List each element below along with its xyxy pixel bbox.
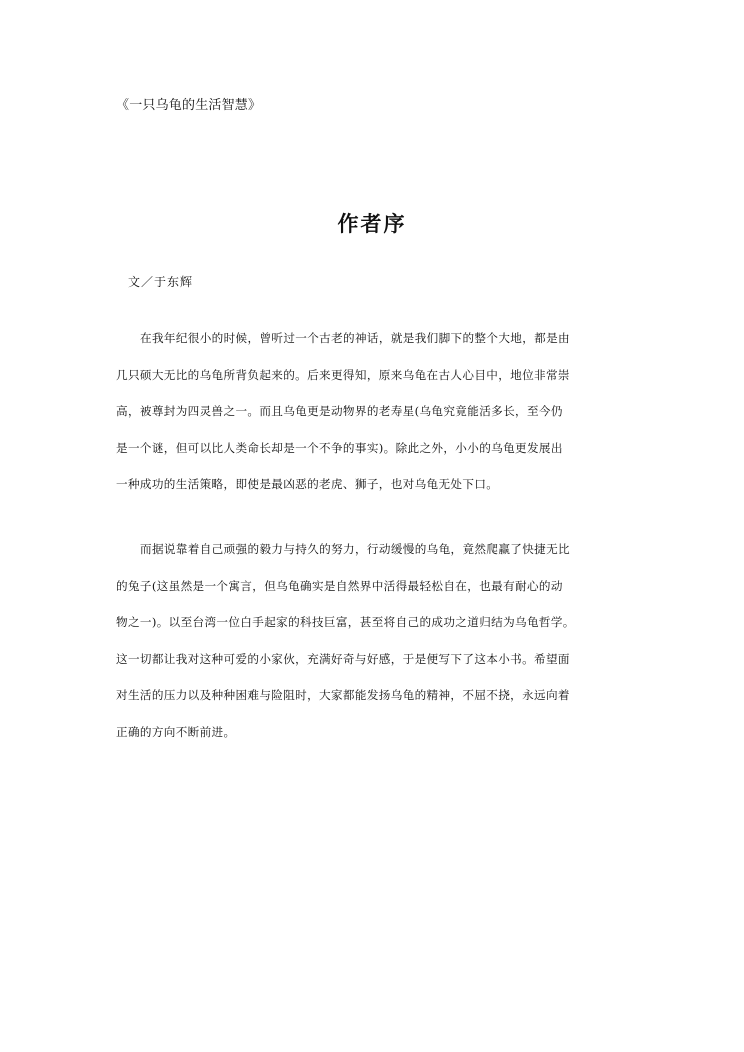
preface-heading: 作者序 bbox=[337, 211, 407, 236]
paragraph-line: 在我年纪很小的时候，曾听过一个古老的神话，就是我们脚下的整个大地，都是由 bbox=[140, 331, 570, 345]
paragraph-line: 正确的方向不断前进。 bbox=[116, 724, 236, 739]
paragraph-line: 而据说靠着自己顽强的毅力与持久的努力，行动缓慢的乌龟，竟然爬赢了快捷无比 bbox=[140, 542, 570, 556]
paragraph-line: 几只硕大无比的乌龟所背负起来的。后来更得知，原来乌龟在古人心目中，地位非常崇 bbox=[116, 367, 570, 382]
paragraph-line: 是一个谜，但可以比人类命长却是一个不争的事实)。除此之外，小小的乌龟更发展出 bbox=[116, 440, 563, 455]
paragraph-line: 对生活的压力以及种种困难与险阻时，大家都能发扬乌龟的精神，不屈不挠，永远向着 bbox=[116, 688, 570, 703]
author-byline: 文／于东辉 bbox=[128, 275, 194, 289]
paragraph-line: 这一切都让我对这种可爱的小家伙，充满好奇与好感，于是便写下了这本小书。希望面 bbox=[116, 651, 570, 666]
paragraph-line: 物之一)。以至台湾一位白手起家的科技巨富，甚至将自己的成功之道归结为乌龟哲学。 bbox=[116, 615, 575, 630]
paragraph-line: 高，被尊封为四灵兽之一。而且乌龟更是动物界的老寿星(乌龟究竟能活多长，至今仍 bbox=[116, 404, 563, 419]
paragraph-line: 一种成功的生活策略，即使是最凶恶的老虎、狮子，也对乌龟无处下口。 bbox=[116, 477, 499, 492]
paragraph-2 bbox=[116, 531, 636, 751]
paragraph-line: 的兔子(这虽然是一个寓言，但乌龟确实是自然界中活得最轻松自在，也最有耐心的动 bbox=[116, 578, 563, 593]
paragraph-1 bbox=[116, 320, 636, 503]
book-title: 《一只乌龟的生活智慧》 bbox=[116, 98, 262, 113]
